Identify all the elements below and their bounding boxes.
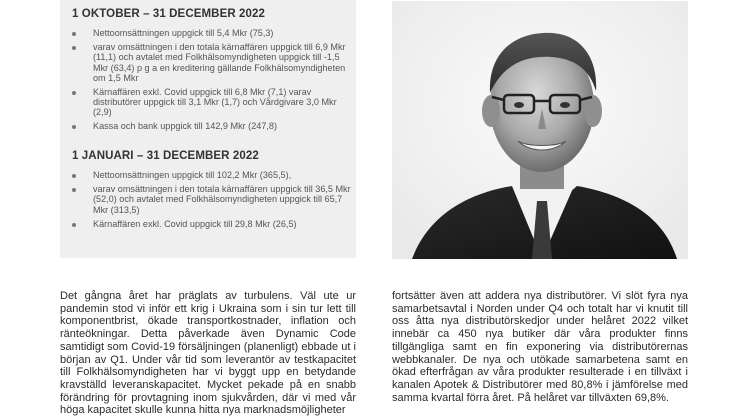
list-item: Kassa och bank uppgick till 142,9 Mkr (247,8) [72,121,352,131]
list-item: Nettoomsättningen uppgick till 5,4 Mkr (75,3) [72,28,352,38]
summary-list-q4 [72,28,352,135]
bullet-icon [72,174,76,178]
period-heading-full-year: 1 JANUARI – 31 DECEMBER 2022 [72,150,259,162]
bullet-icon [72,32,76,36]
list-item: varav omsättningen i den totala kärnaffären uppgick till 36,5 Mkr (52,0) och avtalet med Folkhälsomyndigheten uppgick till 65,7 Mkr (313,5) [72,184,352,215]
summary-list-full-year [72,170,352,233]
list-item: Kärnaffären exkl. Covid uppgick till 6,8 Mkr (7,1) varav distributörer uppgick till 3,1 Mkr (1,7) och Vårdgivare 3,0 Mkr (2,9) [72,87,352,118]
body-text-right: fortsätter även att addera nya distributörer. Vi slöt fyra nya samarbetsavtal i Norden under Q4 och totalt har vi knutit till oss åtta nya distributörskedjor under helåret 2022 vilket innebär ca 450 nya butiker där våra produkter finns tillgängliga samt en fin exponering via distributörernas webbkanaler. De nya och utökade samarbetena samt en ökad efterfrågan av våra produkter resulterade i en tillväxt i kanalen Apotek & Distributörer med 80,8% i jämförelse med samma kvartal förra året. På helåret var tillväxten 69,8%. [392,290,688,404]
portrait-icon [392,1,688,259]
list-item: varav omsättningen i den totala kärnaffären uppgick till 6,9 Mkr (11,1) och avtalet med Folkhälsomyndigheten uppgick till -1,5 Mkr (63,4) p g a en kreditering gällande Folkhälsomyndigheten om 1,5 Mkr [72,42,352,83]
period-heading-q4: 1 OKTOBER – 31 DECEMBER 2022 [72,8,266,20]
bullet-icon [72,125,76,129]
list-item: Nettoomsättningen uppgick till 102,2 Mkr (365,5), [72,170,352,180]
bullet-icon [72,188,76,192]
bullet-icon [72,46,76,50]
ceo-portrait-photo [392,1,688,259]
list-item: Kärnaffären exkl. Covid uppgick till 29,8 Mkr (26,5) [72,219,352,229]
body-text-left: Det gångna året har präglats av turbulens. Väl ute ur pandemin stod vi inför ett krig i Ukraina som i sin tur lett till komponentbrist, ökade transportkostnader, inflation och ränteökningar. Detta påverkade även Dynamic Code samtidigt som Covid-19 försäljningen (planenligt) ebbade ut i början av Q1. Under vår tid som leverantör av testkapacitet till Folkhälsomyndigheten har vi byggt upp en betydande kravställd leveranskapacitet. Mycket pekade på en snabb förändring för provtagning inom sjukvården, där vi med vår höga kapacitet skulle kunna hitta nya marknadsmöjligheter [60,290,356,417]
bullet-icon [72,223,76,227]
bullet-icon [72,91,76,95]
